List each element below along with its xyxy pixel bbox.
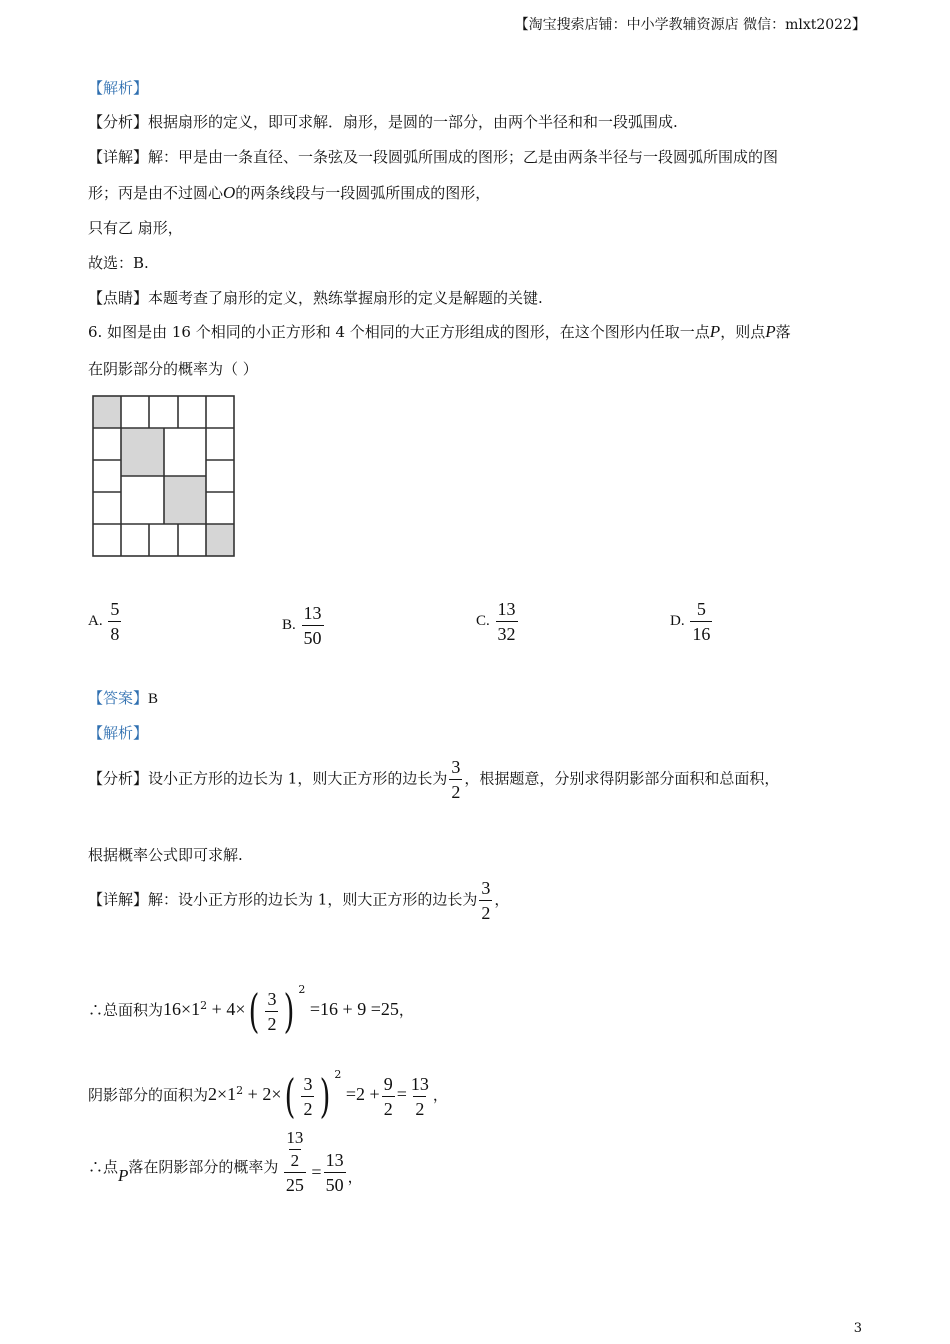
answer-value: B xyxy=(148,691,159,707)
math-term: 16×1 xyxy=(163,999,201,1019)
q6-answer xyxy=(88,688,158,709)
numerator: 5 xyxy=(110,599,120,619)
square-grid-figure xyxy=(92,395,236,559)
denominator: 2 xyxy=(413,1096,426,1120)
denominator: 50 xyxy=(302,625,324,649)
shaded-small-square xyxy=(93,396,121,428)
denominator: 32 xyxy=(496,621,518,645)
stem-text-b: ，则点 xyxy=(720,323,766,341)
option-a[interactable] xyxy=(88,598,123,645)
q5-xiangjie-1 xyxy=(88,147,778,167)
shaded-large-square xyxy=(164,476,206,524)
numerator: 3 xyxy=(451,757,461,777)
numerator: 5 xyxy=(696,599,706,619)
fraction xyxy=(324,1149,346,1196)
stem-text-c: 落 xyxy=(775,323,791,341)
fraction xyxy=(409,1073,431,1120)
q5-line-3: 只有乙 扇形， xyxy=(88,219,183,237)
option-label: A. xyxy=(88,612,103,629)
xiangjie-tag: 【详解】 xyxy=(88,148,149,166)
exponent: 2 xyxy=(298,983,306,996)
q5-dianjing xyxy=(88,288,543,308)
math-term: 2×1 xyxy=(208,1084,237,1104)
xiangjie-text-b: ， xyxy=(494,890,510,909)
denominator: 2 xyxy=(265,1011,278,1035)
fenxi-tag: 【分析】 xyxy=(88,769,149,788)
numerator: 3 xyxy=(303,1073,313,1094)
option-b[interactable] xyxy=(282,602,326,649)
numerator: 13 xyxy=(286,1128,304,1147)
q5-fenxi xyxy=(88,112,678,132)
option-d[interactable] xyxy=(670,598,714,645)
q6-jiexi-tag: 【解析】 xyxy=(88,724,149,742)
math-term: = xyxy=(396,1084,407,1104)
total-area-equation: ∴总面积为$16\times 1^2 + 4\times$( $\frac{3}{2}$ ) $^2$ =16 + 9 =25， xyxy=(88,983,414,1038)
shaded-large-square xyxy=(121,428,164,476)
q5-xiangjie-2 xyxy=(88,183,490,203)
equation-label: 阴影部分的面积为 xyxy=(88,1086,209,1104)
denominator: 2 xyxy=(301,1096,314,1120)
q6-stem-2: 在阴影部分的概率为（ ） xyxy=(88,360,258,378)
fenxi-text: 根据扇形的定义，即可求解．扇形，是圆的一部分，由两个半径和和一段弧围成. xyxy=(148,113,678,131)
q6-fenxi xyxy=(88,756,779,803)
dianjing-text: 本题考查了扇形的定义，熟练掌握扇形的定义是解题的关键. xyxy=(148,289,543,307)
option-label: D. xyxy=(670,612,685,629)
equation-label: ∴总面积为 xyxy=(88,1001,164,1019)
math-term: = xyxy=(311,1161,322,1182)
option-fraction xyxy=(690,598,712,645)
denominator: 16 xyxy=(690,621,712,645)
fraction xyxy=(449,756,462,803)
complex-fraction xyxy=(280,1128,309,1196)
fenxi-tag: 【分析】 xyxy=(88,113,149,131)
shaded-area-equation: 阴影部分的面积为$2\times 1^2 + 2\times$( $\frac{3}{2}$ ) $^2$ =2 + $\frac{9}{2}$ = $\frac{13}{2}$ ， xyxy=(88,1068,448,1123)
q6-xiangjie xyxy=(88,877,509,924)
exponent: 2 xyxy=(334,1068,342,1081)
numerator: 13 xyxy=(410,1073,429,1094)
math-term: =16 + 9 =25 xyxy=(305,999,399,1019)
point-p: P xyxy=(709,322,721,341)
punctuation: ， xyxy=(398,1001,414,1019)
xiangjie-text-2c: 的两条线段与一段圆弧所围成的图形， xyxy=(235,184,491,202)
denominator: 50 xyxy=(324,1172,346,1196)
numerator: 3 xyxy=(267,988,277,1009)
point-p: P xyxy=(765,322,776,341)
xiangjie-text-2a: 形；丙是由不过圆心 xyxy=(88,184,224,202)
shaded-small-square xyxy=(206,524,234,556)
numerator: 13 xyxy=(303,603,322,623)
punctuation: ， xyxy=(347,1167,363,1186)
fraction xyxy=(382,1073,395,1120)
numerator: 3 xyxy=(481,878,491,898)
fraction xyxy=(479,877,492,924)
option-fraction xyxy=(496,598,518,645)
math-term: + 2× xyxy=(243,1084,282,1104)
option-label: C. xyxy=(476,612,490,629)
denominator: 2 xyxy=(479,900,492,924)
denominator: 25 xyxy=(284,1172,306,1196)
punctuation: ， xyxy=(432,1086,448,1104)
denominator: 2 xyxy=(290,1151,300,1170)
point-p: P xyxy=(118,1166,129,1185)
fraction xyxy=(284,1128,305,1171)
exponent: 2 xyxy=(236,1084,244,1097)
equation-label: 落在阴影部分的概率为 xyxy=(128,1157,279,1176)
stem-text-a: 6. 如图是由 16 个相同的小正方形和 4 个相同的大正方形组成的图形，在这个图形内任取一点 xyxy=(88,323,710,341)
xiangjie-text: 解：甲是由一条直径、一条弦及一段圆弧所围成的图形；乙是由两条半径与一段圆弧所围成的图 xyxy=(148,148,779,166)
answer-tag: 【答案】 xyxy=(88,689,149,707)
q5-line-4: 故选：B. xyxy=(88,254,149,272)
option-fraction xyxy=(108,598,121,645)
probability-equation xyxy=(88,1128,363,1196)
denominator: 8 xyxy=(108,621,121,645)
numerator: 13 xyxy=(325,1149,344,1170)
equation-label: ∴点 xyxy=(88,1157,119,1176)
denominator: 2 xyxy=(449,779,462,803)
dianjing-tag: 【点睛】 xyxy=(88,289,149,307)
math-term: =2 + xyxy=(341,1084,380,1104)
q6-fenxi-2: 根据概率公式即可求解. xyxy=(88,846,243,864)
point-o: O xyxy=(223,183,236,202)
exponent: 2 xyxy=(200,999,208,1012)
numerator: 9 xyxy=(383,1073,393,1094)
numerator: 13 xyxy=(497,599,516,619)
q6-stem-1 xyxy=(88,322,791,342)
fenxi-text-a: 设小正方形的边长为 1，则大正方形的边长为 xyxy=(148,769,448,788)
q5-jiexi-tag: 【解析】 xyxy=(88,79,149,97)
option-label: B. xyxy=(282,616,296,633)
page-number: 3 xyxy=(853,1321,862,1336)
math-term: + 4× xyxy=(207,999,246,1019)
complex-numerator xyxy=(280,1128,309,1172)
xiangjie-text-a: 解：设小正方形的边长为 1，则大正方形的边长为 xyxy=(148,890,478,909)
denominator: 2 xyxy=(382,1096,395,1120)
fraction xyxy=(265,988,278,1035)
fenxi-text-b: ，根据题意，分别求得阴影部分面积和总面积， xyxy=(464,769,780,788)
option-fraction xyxy=(302,602,324,649)
fraction xyxy=(301,1073,314,1120)
xiangjie-tag: 【详解】 xyxy=(88,890,149,909)
option-c[interactable] xyxy=(476,598,520,645)
page-header: 【淘宝搜索店铺：中小学教辅资源店 微信：mlxt2022】 xyxy=(514,17,866,33)
